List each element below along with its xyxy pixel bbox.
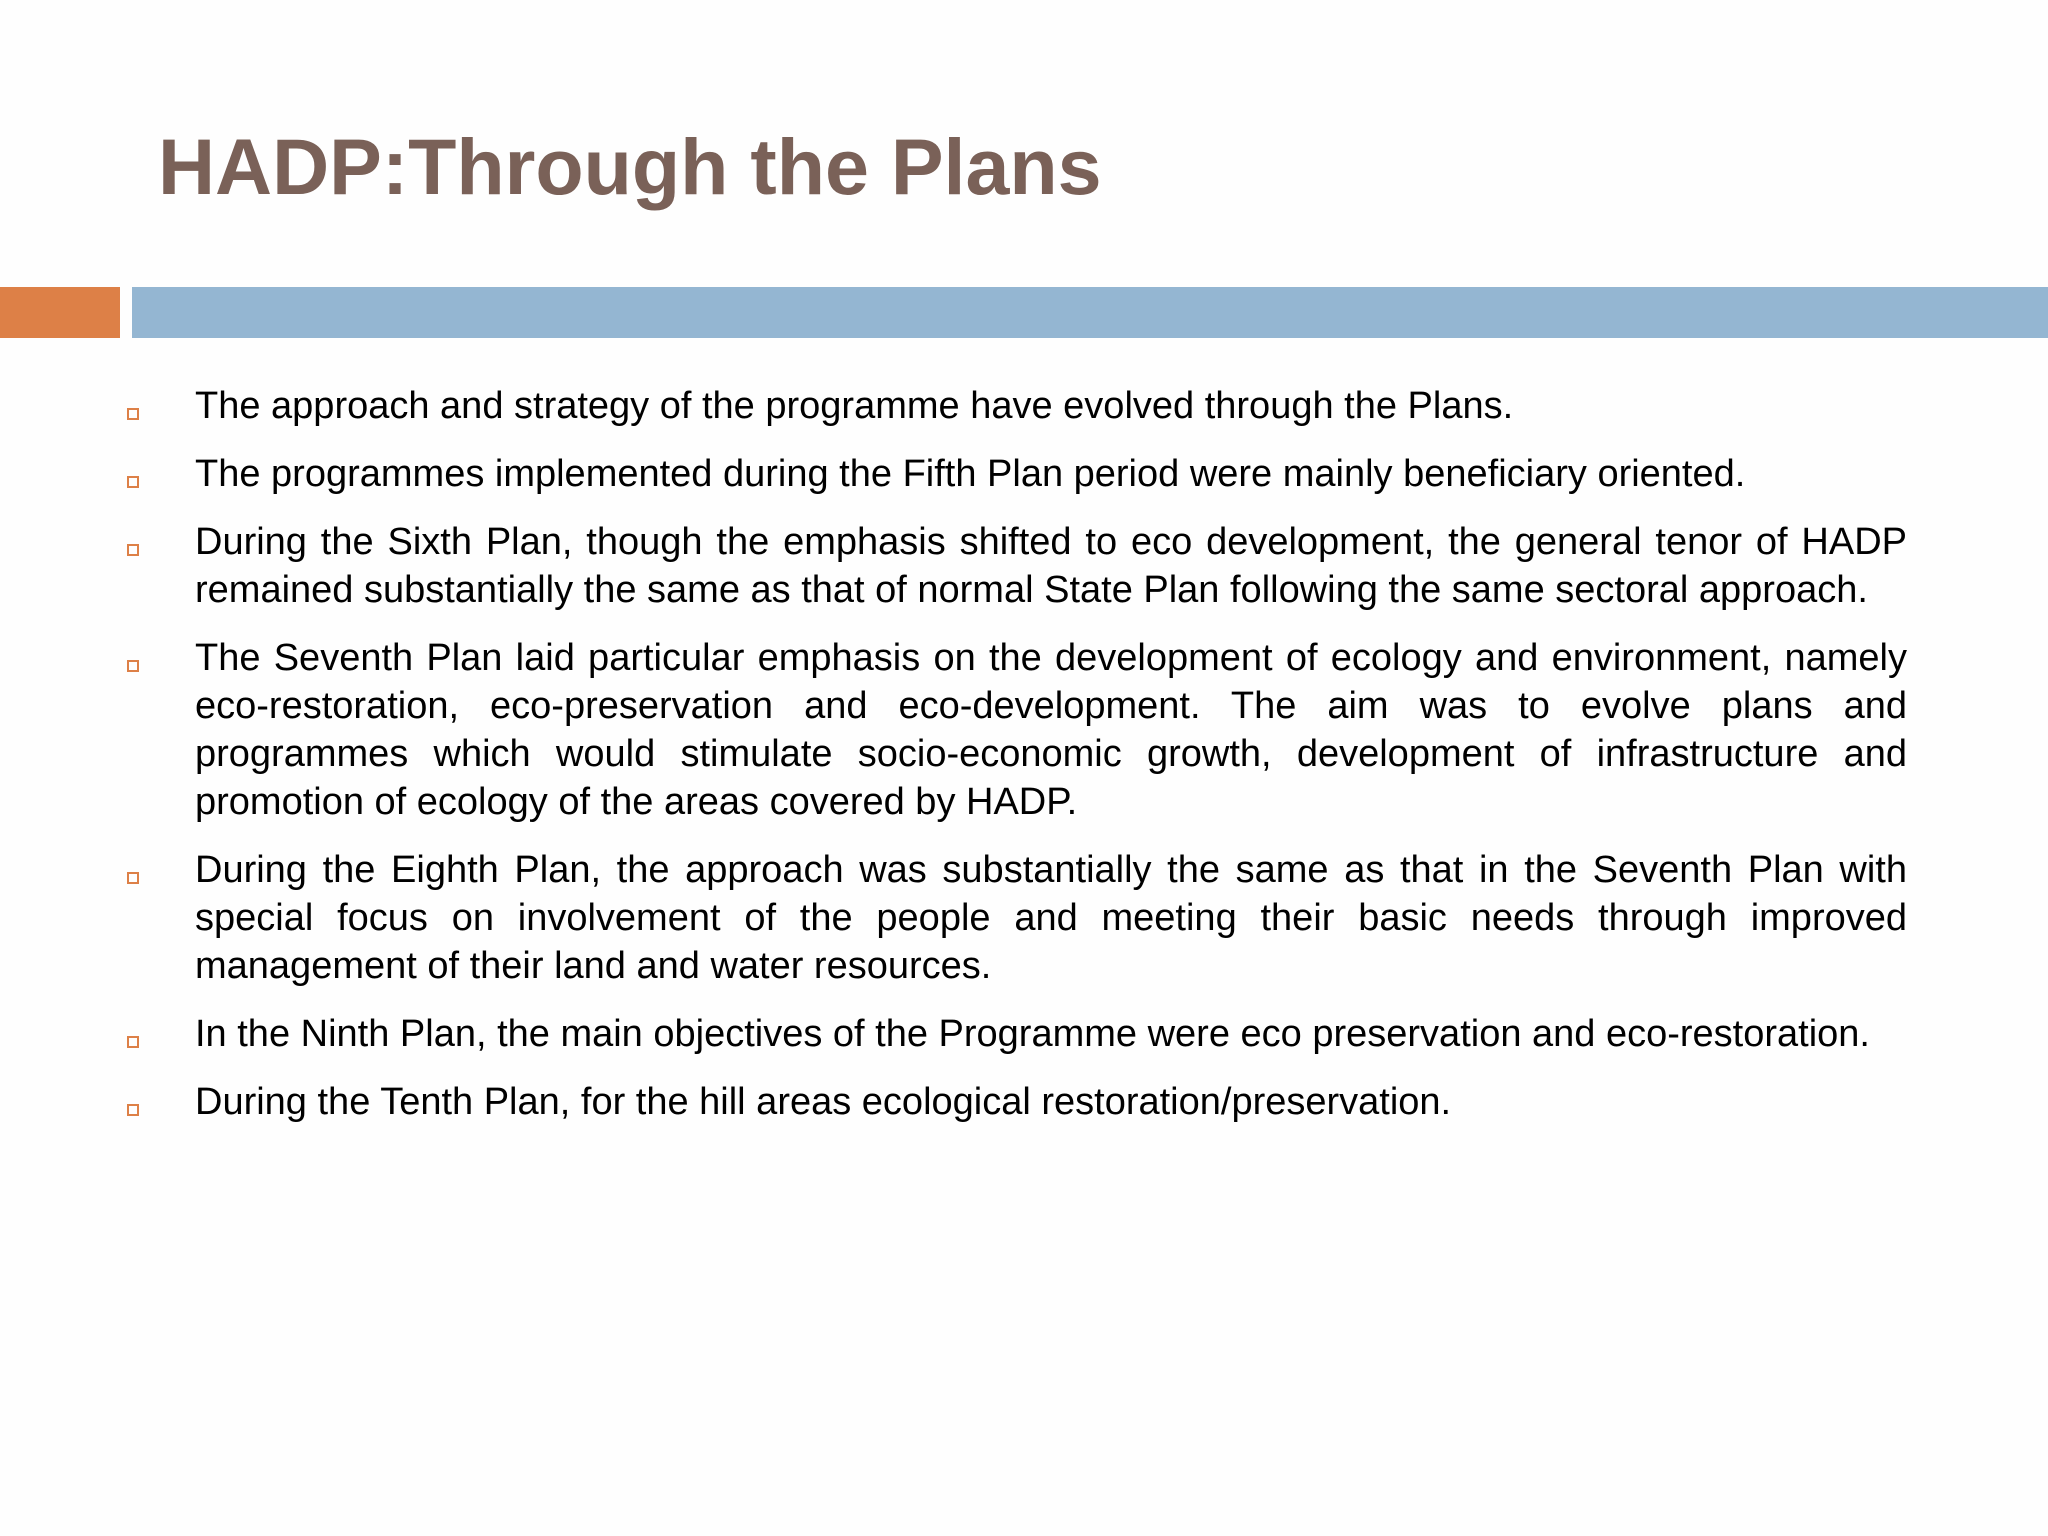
hollow-square-icon (127, 476, 139, 488)
bullet-list (0, 382, 2048, 1146)
accent-bar-orange (0, 287, 120, 338)
bullet-item (0, 518, 2048, 614)
bullet-item (0, 846, 2048, 990)
bullet-text: The approach and strategy of the programme have evolved through the Plans. (195, 385, 1514, 427)
bullet-item (0, 1010, 2048, 1058)
bullet-item (0, 382, 2048, 430)
bullet-text: The Seventh Plan laid particular emphasis on the development of ecology and environment, namely eco-restoration, eco-preservation and eco-development. The aim was to evolve plans and programmes which would stimulate socio-economic growth, development of infrastructure and promotion of ecology of the areas covered by HADP. (195, 637, 1907, 823)
bullet-item (0, 450, 2048, 498)
slide-title: HADP:Through the Plans (158, 122, 1102, 211)
bullet-item (0, 634, 2048, 826)
hollow-square-icon (127, 660, 139, 672)
bullet-text: During the Tenth Plan, for the hill areas ecological restoration/preservation. (195, 1081, 1452, 1123)
accent-bar-blue (132, 287, 2048, 338)
bullet-text: During the Sixth Plan, though the emphasis shifted to eco development, the general tenor of HADP remained substantially the same as that of normal State Plan following the same sectoral approach. (195, 521, 1907, 611)
hollow-square-icon (127, 872, 139, 884)
hollow-square-icon (127, 408, 139, 420)
bullet-text: The programmes implemented during the Fifth Plan period were mainly beneficiary oriented. (195, 453, 1746, 495)
hollow-square-icon (127, 544, 139, 556)
bullet-item (0, 1078, 2048, 1126)
hollow-square-icon (127, 1104, 139, 1116)
bullet-text: During the Eighth Plan, the approach was substantially the same as that in the Seventh Plan with special focus on involvement of the people and meeting their basic needs through improved management of their land and water resources. (195, 849, 1907, 987)
hollow-square-icon (127, 1036, 139, 1048)
bullet-text: In the Ninth Plan, the main objectives of the Programme were eco preservation and eco-restoration. (195, 1013, 1870, 1055)
